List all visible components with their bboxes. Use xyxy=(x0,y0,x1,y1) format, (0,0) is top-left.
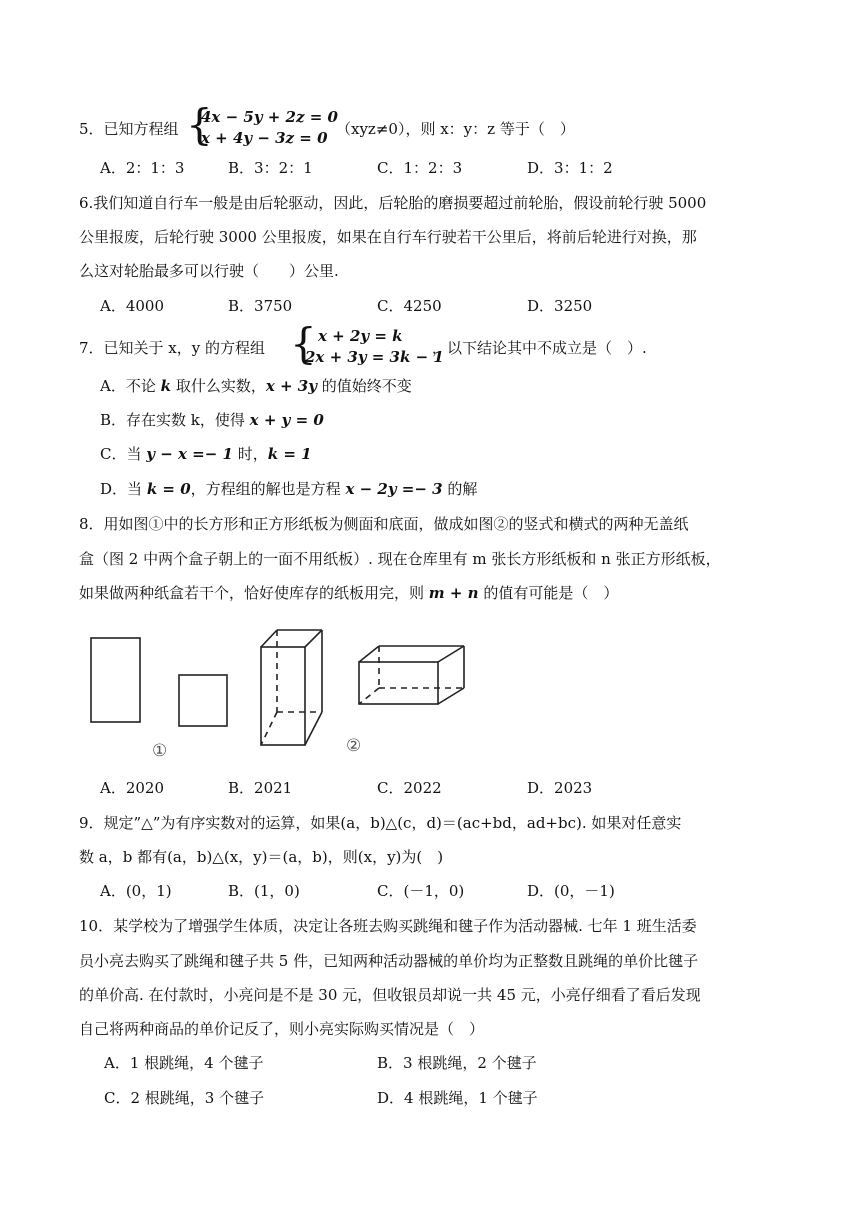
figure-2-label: ② xyxy=(346,736,362,756)
q7-option-a-expr: x + 3y xyxy=(265,377,317,395)
q9-option-a: A．(0，1) xyxy=(100,882,172,900)
q7-option-a xyxy=(100,376,412,396)
q7-option-a-pre: A．不论 xyxy=(100,377,156,395)
q5-option-d: D．3：1：2 xyxy=(527,159,613,177)
q7-option-d-expr: k = 0 xyxy=(146,480,191,498)
q7-option-c-mid: 时， xyxy=(237,445,268,463)
vertical-box xyxy=(261,630,322,745)
q8-line-3-expr: m + n xyxy=(428,584,479,602)
q8-line-1: 8．用如图①中的长方形和正方形纸板为侧面和底面，做成如图②的竖式和横式的两种无盖纸 xyxy=(79,515,689,533)
horizontal-box xyxy=(359,646,464,704)
q7-option-a-mid: 取什么实数， xyxy=(175,377,266,395)
q8-option-b: B．2021 xyxy=(228,779,293,797)
q5-option-a: A．2：1：3 xyxy=(100,159,185,177)
q10-line-3: 的单价高. 在付款时，小亮问是不是 30 元，但收银员却说一共 45 元，小亮仔细看了看后发现 xyxy=(79,986,701,1004)
q6-line-2: 公里报废，后轮行驶 3000 公里报废，如果在自行车行驶若干公里后，将前后轮进行对换，那 xyxy=(79,228,697,246)
q8-line-3-pre: 如果做两种纸盒若干个，恰好使库存的纸板用完，则 xyxy=(79,584,425,602)
q7-option-d-post: 的解 xyxy=(447,480,478,498)
q6-option-d: D．3250 xyxy=(527,297,593,315)
q6-line-3: 么这对轮胎最多可以行驶（ ）公里. xyxy=(79,262,339,280)
q5-eq1: 4x − 5y + 2z = 0 xyxy=(201,108,338,126)
q6-option-b: B．3750 xyxy=(228,297,293,315)
q10-option-c: C．2 根跳绳，3 个毽子 xyxy=(104,1089,265,1107)
q5-suffix: （xyz≠0），则 x：y：z 等于（ ） xyxy=(336,120,575,138)
q7-option-d xyxy=(100,479,477,499)
q5-option-c: C．1：2：3 xyxy=(377,159,463,177)
q8-line-2: 盒（图 2 中两个盒子朝上的一面不用纸板）. 现在仓库里有 m 张长方形纸板和 n 张正方形纸板， xyxy=(79,550,721,568)
q7-eq2: 2x + 3y = 3k − 1 xyxy=(305,348,444,366)
q9-line-1: 9．规定”△”为有序实数对的运算，如果(a，b)△(c，d)＝(ac+bd，ad+bc). 如果对任意实 xyxy=(79,814,682,832)
q9-option-c: C．(－1，0) xyxy=(377,882,465,900)
q8-option-c: C．2022 xyxy=(377,779,442,797)
q9-line-2: 数 a，b 都有(a，b)△(x，y)＝(a，b)，则(x，y)为( ) xyxy=(79,848,444,866)
q5-eq2: x + 4y − 3z = 0 xyxy=(201,129,328,147)
q7-suffix: ，以下结论其中不成立是（ ）. xyxy=(432,339,647,357)
q7-option-a-k: k xyxy=(160,377,172,395)
q10-line-4: 自己将两种商品的单价记反了，则小亮实际购买情况是（ ） xyxy=(79,1020,485,1038)
q7-option-d-pre: D．当 xyxy=(100,480,143,498)
q10-option-a: A．1 根跳绳，4 个毽子 xyxy=(104,1054,264,1072)
q6-line-1: 6.我们知道自行车一般是由后轮驱动，因此，后轮胎的磨损要超过前轮胎，假设前轮行驶 5000 xyxy=(79,194,707,212)
q8-figure xyxy=(80,620,480,770)
figure-1-label: ① xyxy=(152,741,168,761)
q5-prefix: 5．已知方程组 xyxy=(79,120,179,138)
q7-option-b xyxy=(100,410,324,430)
q9-option-b: B．(1，0) xyxy=(228,882,300,900)
q10-line-1: 10．某学校为了增强学生体质，决定让各班去购买跳绳和毽子作为活动器械. 七年 1 班生活委 xyxy=(79,917,697,935)
q8-option-d: D．2023 xyxy=(527,779,593,797)
q7-option-c-pre: C．当 xyxy=(100,445,142,463)
q7-brace: { xyxy=(290,319,317,368)
q7-option-c xyxy=(100,444,312,464)
q8-option-a: A．2020 xyxy=(100,779,165,797)
q5-option-b: B．3：2：1 xyxy=(228,159,313,177)
q8-line-3 xyxy=(79,583,618,603)
q7-option-c-expr2: k = 1 xyxy=(267,445,312,463)
q7-option-d-expr2: x − 2y =− 3 xyxy=(345,480,443,498)
q5-brace: { xyxy=(186,100,213,149)
q10-line-2: 员小亮去购买了跳绳和毽子共 5 件，已知两种活动器械的单价均为正整数且跳绳的单价比毽子 xyxy=(79,952,699,970)
rectangle-sheet xyxy=(91,638,140,722)
q10-option-d: D．4 根跳绳，1 个毽子 xyxy=(377,1089,538,1107)
q6-option-c: C．4250 xyxy=(377,297,442,315)
q7-option-d-mid: ，方程组的解也是方程 xyxy=(190,480,341,498)
q7-option-b-pre: B．存在实数 k，使得 xyxy=(100,411,245,429)
q7-prefix: 7．已知关于 x，y 的方程组 xyxy=(79,339,266,357)
q7-option-a-post: 的值始终不变 xyxy=(321,377,412,395)
q10-option-b: B．3 根跳绳，2 个毽子 xyxy=(377,1054,537,1072)
q7-eq1: x + 2y = k xyxy=(318,327,403,345)
q7-option-c-expr: y − x =− 1 xyxy=(146,445,233,463)
q6-option-a: A．4000 xyxy=(100,297,165,315)
q9-option-d: D．(0，－1) xyxy=(527,882,615,900)
q7-option-b-expr: x + y = 0 xyxy=(249,411,324,429)
q8-line-3-post: 的值有可能是（ ） xyxy=(483,584,619,602)
square-sheet xyxy=(179,675,227,726)
